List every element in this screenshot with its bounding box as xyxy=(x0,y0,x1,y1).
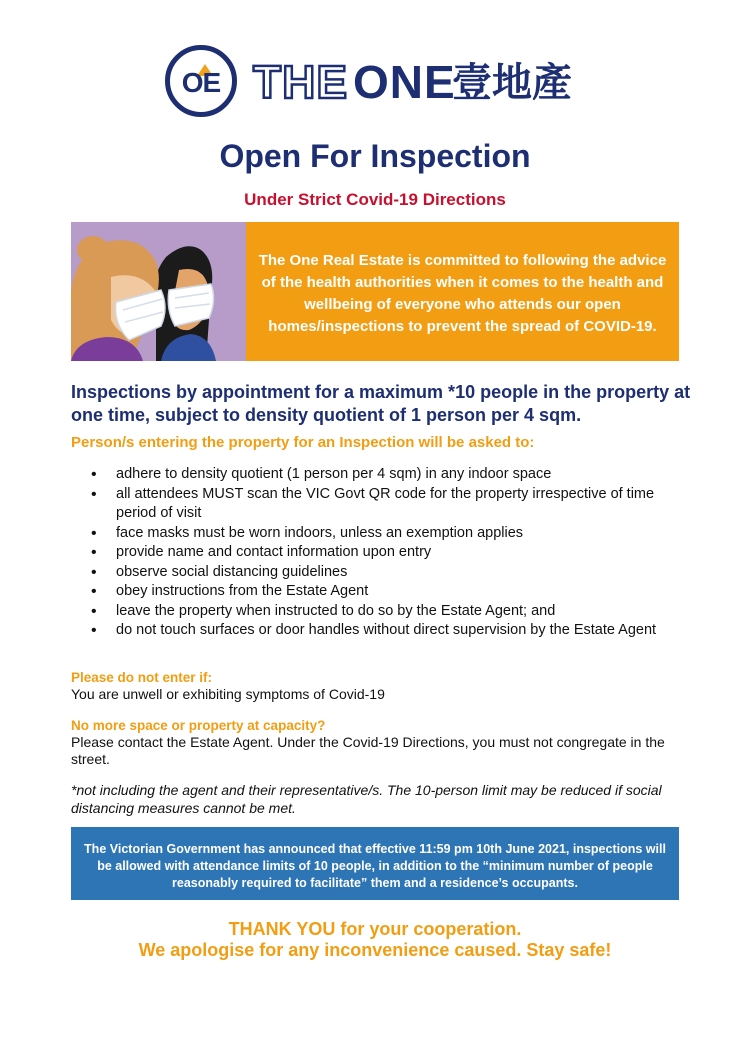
logo-mark-text: OE xyxy=(181,67,221,98)
list-item: • obey instructions from the Estate Agent xyxy=(71,582,683,602)
page-subtitle: Under Strict Covid-19 Directions xyxy=(244,190,506,209)
do-not-enter-heading: Please do not enter if: xyxy=(71,670,213,685)
government-notice: The Victorian Government has announced that effective 11:59 pm 10th June 2021, inspections will be allowed with attendance limits of 10 people, in addition to the “minimum number of people reasonably required to facilitate” them and a residence’s occupants. xyxy=(71,827,679,900)
list-item: • provide name and contact information upon entry xyxy=(71,543,683,563)
brand-logo xyxy=(165,45,595,125)
list-item: • face masks must be worn indoors, unless an exemption applies xyxy=(71,524,683,544)
rules-heading: Person/s entering the property for an Inspection will be asked to: xyxy=(71,434,535,451)
do-not-enter-text: You are unwell or exhibiting symptoms of Covid-19 xyxy=(71,686,385,702)
capacity-text: Please contact the Estate Agent. Under the Covid-19 Directions, you must not congregate in the street. xyxy=(71,734,665,767)
commitment-banner xyxy=(71,222,679,361)
capacity-heading: No more space or property at capacity? xyxy=(71,718,326,733)
list-item: • do not touch surfaces or door handles without direct supervision by the Estate Agent xyxy=(71,621,683,641)
logo-name-one: ONE xyxy=(353,56,456,108)
commitment-text: The One Real Estate is committed to following the advice of the health authorities when it comes to the health and wellbeing of everyone who attends our open homes/inspections to prevent the spread of COVID-19. xyxy=(246,222,679,361)
rules-list xyxy=(71,465,683,641)
thanks-line-2: We apologise for any inconvenience caused. Stay safe! xyxy=(138,940,612,960)
logo-name-the: THE xyxy=(253,56,348,108)
page-title: Open For Inspection xyxy=(219,138,531,174)
list-item: • observe social distancing guidelines xyxy=(71,563,683,583)
thanks-line-1: THANK YOU for your cooperation. xyxy=(228,919,522,939)
logo-mark-icon xyxy=(165,45,237,117)
list-item: • adhere to density quotient (1 person per 4 sqm) in any indoor space xyxy=(71,465,683,485)
people-wearing-masks-icon xyxy=(71,222,246,361)
footnote: *not including the agent and their representative/s. The 10-person limit may be reduced if social distancing measures cannot be met. xyxy=(71,782,662,816)
logo-name-chinese: 壹地產 xyxy=(452,60,572,106)
list-item: • leave the property when instructed to do so by the Estate Agent; and xyxy=(71,602,683,622)
inspection-intro: Inspections by appointment for a maximum *10 people in the property at one time, subject to density quotient of 1 person per 4 sqm. xyxy=(71,382,691,425)
list-item: • all attendees MUST scan the VIC Govt QR code for the property irrespective of time period of visit xyxy=(71,485,683,524)
